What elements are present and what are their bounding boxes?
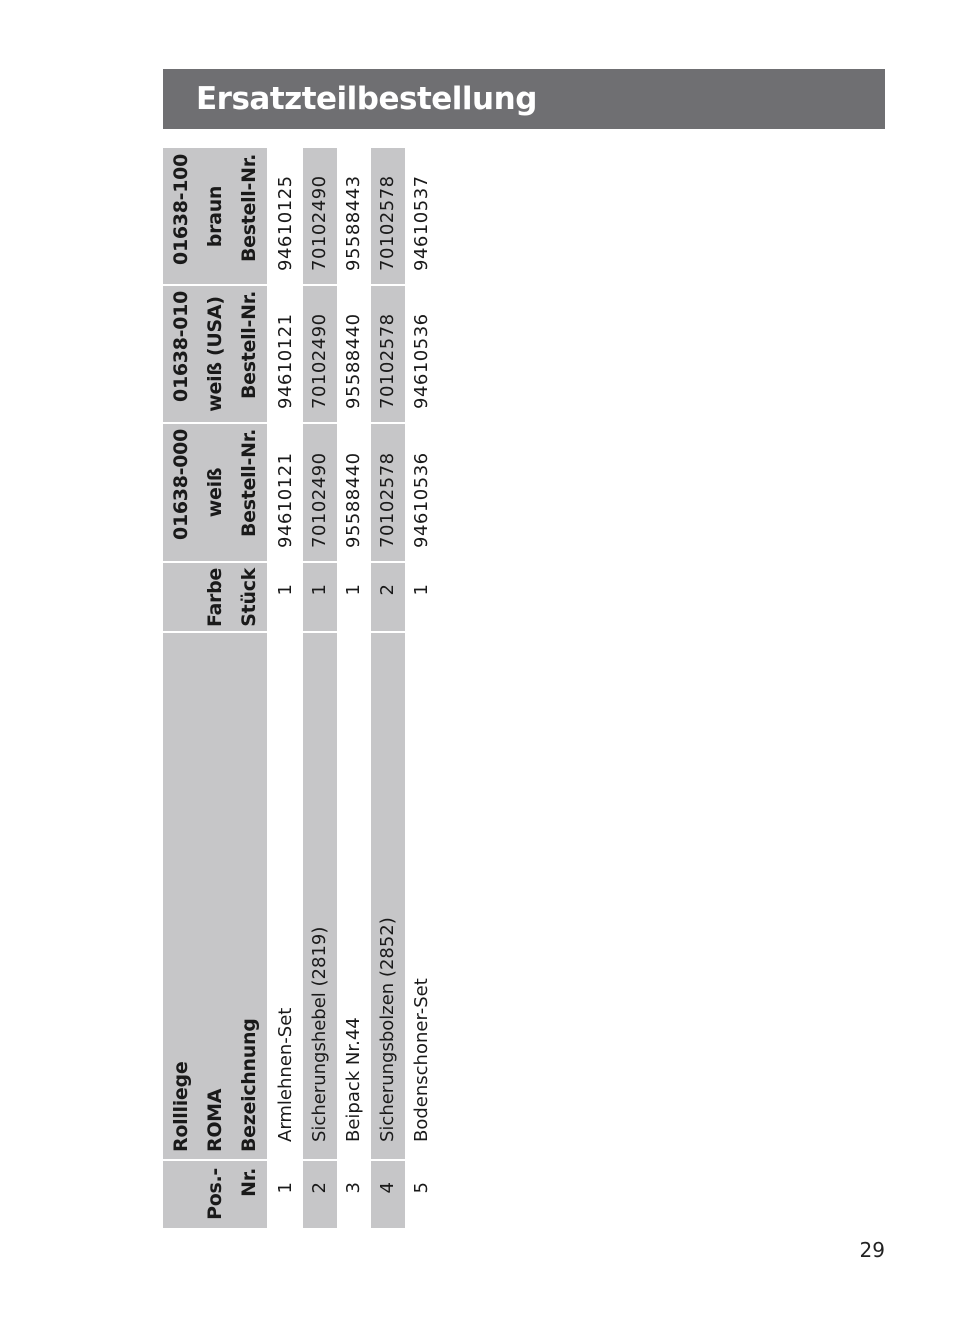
row-order-nr-3: 94610537 — [411, 175, 432, 271]
row-pos: 2 — [309, 1182, 330, 1194]
header-variant-3 — [163, 148, 267, 285]
header-variant-2 — [163, 285, 267, 423]
table-row — [371, 148, 405, 1228]
variant-2-color: weiß (USA) — [204, 296, 226, 412]
table-row — [405, 148, 439, 1228]
header-pos — [163, 1160, 267, 1228]
header-quantity — [163, 562, 267, 632]
row-pos: 5 — [411, 1182, 432, 1194]
header-quantity-label: Stück — [238, 568, 260, 627]
column-divider — [163, 284, 441, 286]
variant-3-color: braun — [204, 185, 226, 248]
page-number: 29 — [859, 1238, 885, 1262]
row-order-nr-2: 70102490 — [309, 313, 330, 409]
row-order-nr-3: 95588443 — [343, 175, 364, 271]
row-pos: 3 — [343, 1182, 364, 1194]
row-qty: 1 — [309, 584, 330, 596]
row-order-nr-1: 94610121 — [275, 452, 296, 548]
row-order-nr-2: 94610536 — [411, 313, 432, 409]
page-title: Ersatzteilbestellung — [163, 69, 885, 129]
variant-2-order-label: Bestell-Nr. — [238, 291, 260, 400]
column-divider — [163, 422, 441, 424]
row-order-nr-1: 95588440 — [343, 452, 364, 548]
row-name: Bodenschoner-Set — [411, 978, 432, 1142]
row-order-nr-2: 94610121 — [275, 313, 296, 409]
row-pos: 4 — [377, 1182, 398, 1194]
column-divider — [163, 1159, 441, 1161]
row-order-nr-3: 94610125 — [275, 175, 296, 271]
row-order-nr-2: 95588440 — [343, 313, 364, 409]
row-qty: 1 — [275, 584, 296, 596]
row-qty: 1 — [343, 584, 364, 596]
row-pos: 1 — [275, 1182, 296, 1194]
header-color-label: Farbe — [204, 568, 226, 628]
table-row — [303, 148, 337, 1228]
table-header — [163, 148, 267, 1228]
column-divider — [163, 631, 441, 633]
variant-3-model: 01638-100 — [170, 154, 192, 265]
header-pos-line2: Nr. — [238, 1168, 260, 1197]
variant-1-model: 01638-000 — [170, 429, 192, 540]
variant-1-order-label: Bestell-Nr. — [238, 429, 260, 538]
header-description-label: Bezeichnung — [238, 1018, 260, 1152]
row-qty: 2 — [377, 584, 398, 596]
row-name: Sicherungsbolzen (2852) — [377, 917, 398, 1142]
row-order-nr-1: 70102490 — [309, 452, 330, 548]
row-name: Sicherungshebel (2819) — [309, 926, 330, 1142]
variant-3-order-label: Bestell-Nr. — [238, 154, 260, 263]
row-qty: 1 — [411, 584, 432, 596]
spare-parts-table — [163, 148, 441, 1228]
table-row — [269, 148, 303, 1228]
variant-1-color: weiß — [204, 467, 226, 518]
header-description — [163, 632, 267, 1160]
column-divider — [163, 561, 441, 563]
header-product-name: ROMA — [204, 1088, 226, 1152]
variant-2-model: 01638-010 — [170, 291, 192, 402]
row-order-nr-1: 94610536 — [411, 452, 432, 548]
row-order-nr-2: 70102578 — [377, 313, 398, 409]
row-name: Beipack Nr.44 — [343, 1017, 364, 1142]
row-order-nr-1: 70102578 — [377, 452, 398, 548]
header-variant-1 — [163, 423, 267, 562]
table-row — [337, 148, 371, 1228]
header-pos-line1: Pos.- — [204, 1168, 226, 1220]
header-product-type: Rollliege — [170, 1061, 192, 1152]
row-order-nr-3: 70102578 — [377, 175, 398, 271]
row-name: Armlehnen-Set — [275, 1007, 296, 1142]
row-order-nr-3: 70102490 — [309, 175, 330, 271]
